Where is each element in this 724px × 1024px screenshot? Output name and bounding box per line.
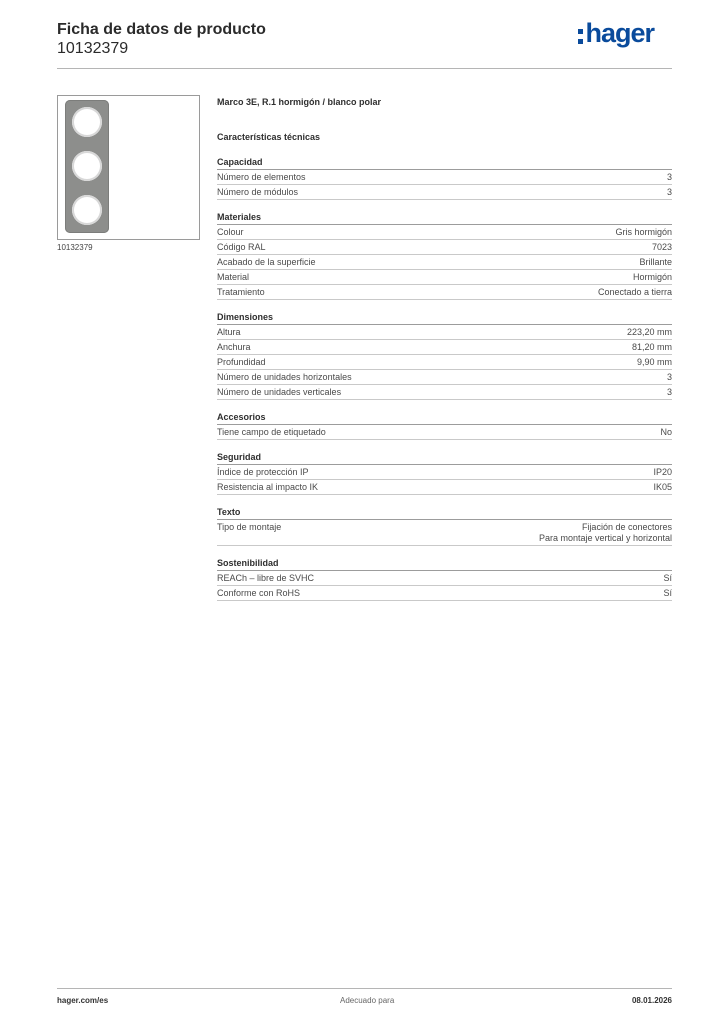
spec-label: Número de unidades horizontales	[217, 372, 352, 382]
spec-label: Altura	[217, 327, 241, 337]
spec-section	[217, 506, 672, 546]
spec-label: Tipo de montaje	[217, 522, 282, 532]
product-name: Marco 3E, R.1 hormigón / blanco polar	[217, 97, 382, 107]
document-title: Ficha de datos de producto	[57, 21, 266, 38]
spec-label: Índice de protección IP	[217, 467, 309, 477]
page-header	[57, 20, 672, 68]
section-title: Seguridad	[217, 451, 672, 465]
spec-row	[217, 225, 672, 240]
spec-label: Código RAL	[217, 242, 266, 252]
spec-value: Gris hormigón	[615, 227, 672, 237]
spec-label: Profundidad	[217, 357, 266, 367]
spec-value: 3	[666, 387, 672, 397]
spec-value: IK05	[653, 482, 672, 492]
spec-value: Hormigón	[632, 272, 672, 282]
spec-value: Fijación de conectores Para montaje vertical y horizontal	[538, 522, 672, 543]
spec-section	[217, 156, 672, 200]
spec-row	[217, 480, 672, 495]
spec-label: Número de elementos	[217, 172, 306, 182]
spec-row	[217, 340, 672, 355]
spec-label: Anchura	[217, 342, 251, 352]
spec-row	[217, 355, 672, 370]
product-details	[217, 95, 672, 612]
spec-value: 223,20 mm	[626, 327, 672, 337]
spec-value: 3	[666, 187, 672, 197]
spec-row	[217, 571, 672, 586]
spec-value: Conectado a tierra	[597, 287, 672, 297]
spec-section	[217, 411, 672, 440]
spec-row	[217, 586, 672, 601]
spec-row	[217, 285, 672, 300]
spec-value: Brillante	[639, 257, 672, 267]
spec-label: Número de unidades verticales	[217, 387, 342, 397]
logo-wordmark: hager	[585, 18, 654, 48]
spec-section	[217, 211, 672, 300]
spec-row	[217, 465, 672, 480]
frame-opening-3	[72, 195, 102, 225]
spec-value: 3	[666, 372, 672, 382]
hager-logo	[578, 18, 654, 49]
spec-label: Tiene campo de etiquetado	[217, 427, 326, 437]
spec-row	[217, 170, 672, 185]
image-caption: 10132379	[57, 243, 93, 252]
spec-row	[217, 325, 672, 340]
section-title: Capacidad	[217, 156, 672, 170]
footer-suitable-for: Adecuado para	[340, 996, 395, 1005]
spec-row	[217, 385, 672, 400]
product-number: 10132379	[57, 40, 129, 57]
spec-row	[217, 370, 672, 385]
spec-value: Sí	[663, 573, 672, 583]
spec-sections	[217, 156, 672, 601]
footer-website: hager.com/es	[57, 996, 109, 1005]
footer-divider	[57, 988, 672, 989]
frame-opening-2	[72, 151, 102, 181]
spec-section	[217, 451, 672, 495]
spec-value: 9,90 mm	[636, 357, 672, 367]
header-divider	[57, 68, 672, 69]
spec-label: Colour	[217, 227, 244, 237]
spec-row	[217, 240, 672, 255]
spec-row	[217, 255, 672, 270]
section-title: Materiales	[217, 211, 672, 225]
spec-section	[217, 557, 672, 601]
spec-label: Número de módulos	[217, 187, 299, 197]
section-title: Accesorios	[217, 411, 672, 425]
section-title: Texto	[217, 506, 672, 520]
footer-date: 08.01.2026	[631, 996, 672, 1005]
technical-heading: Características técnicas	[217, 132, 321, 142]
product-image	[57, 95, 200, 240]
spec-value: Sí	[663, 588, 672, 598]
spec-value: No	[660, 427, 672, 437]
spec-row	[217, 425, 672, 440]
spec-value: 7023	[651, 242, 672, 252]
spec-label: Conforme con RoHS	[217, 588, 301, 598]
frame-3-gang-icon	[65, 100, 109, 233]
spec-label: Tratamiento	[217, 287, 265, 297]
section-title: Sostenibilidad	[217, 557, 672, 571]
spec-value: 81,20 mm	[631, 342, 672, 352]
spec-label: Resistencia al impacto IK	[217, 482, 319, 492]
spec-label: Material	[217, 272, 250, 282]
spec-row	[217, 270, 672, 285]
section-title: Dimensiones	[217, 311, 672, 325]
logo-dots-icon	[578, 29, 583, 44]
spec-value: 3	[666, 172, 672, 182]
spec-label: Acabado de la superficie	[217, 257, 316, 267]
spec-row	[217, 185, 672, 200]
frame-opening-1	[72, 107, 102, 137]
spec-section	[217, 311, 672, 400]
spec-label: REACh – libre de SVHC	[217, 573, 315, 583]
spec-value: IP20	[653, 467, 672, 477]
spec-row	[217, 520, 672, 546]
